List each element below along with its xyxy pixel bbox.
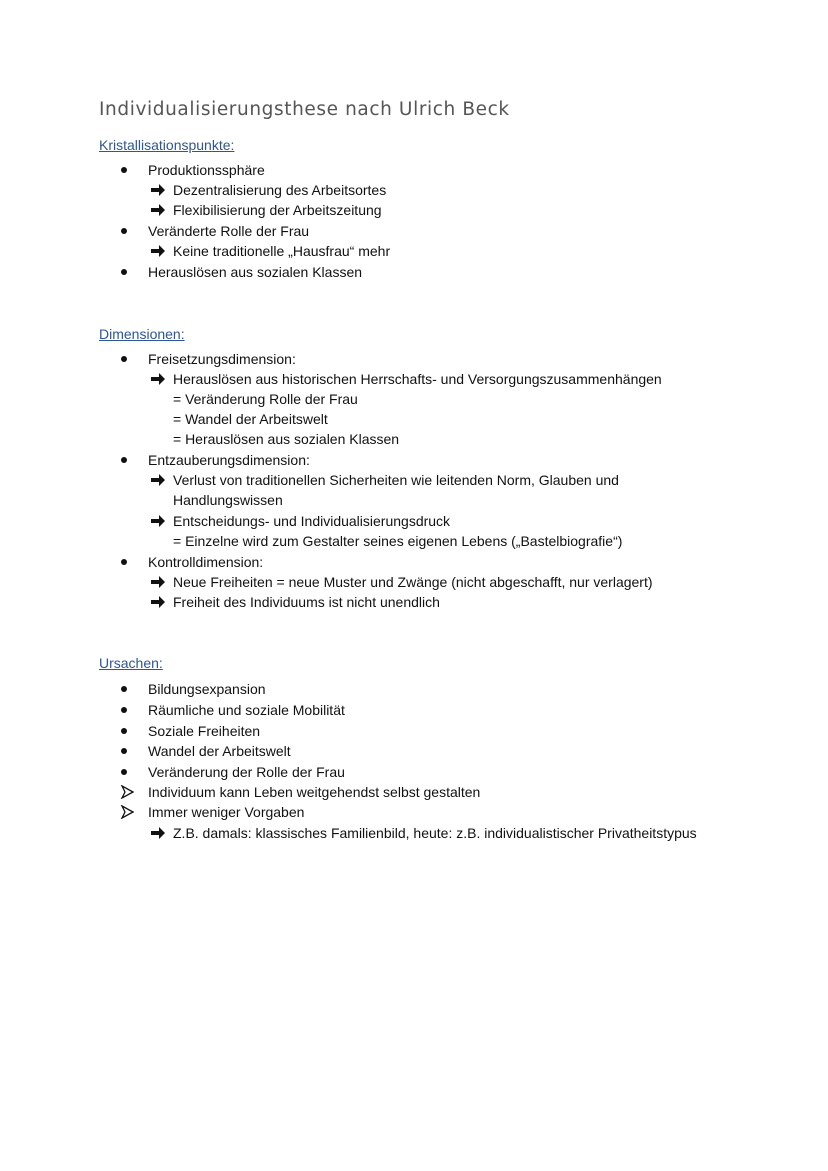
bullet-dot-icon <box>121 748 127 754</box>
list-sub-item: Entscheidungs- und Individualisierungsdruck <box>173 513 451 529</box>
list-sub-item: Flexibilisierung der Arbeitszeitung <box>173 202 382 218</box>
list-item: Entzauberungsdimension: <box>148 452 310 468</box>
bullet-dot-icon <box>121 559 127 565</box>
section-heading-kristallisationspunkte: Kristallisationspunkte: <box>99 137 235 153</box>
list-item: Individuum kann Leben weitgehendst selbst gestalten <box>148 784 481 800</box>
list-sub-item-continuation: = Wandel der Arbeitswelt <box>173 411 328 427</box>
list-item: Räumliche und soziale Mobilität <box>148 702 345 718</box>
bullet-dot-icon <box>121 707 127 713</box>
page-title: Individualisierungsthese nach Ulrich Beck <box>99 99 510 120</box>
list-item: Veränderte Rolle der Frau <box>148 223 310 239</box>
right-arrow-icon <box>150 473 166 487</box>
right-arrow-icon <box>150 595 166 609</box>
list-item: Kontrolldimension: <box>148 554 264 570</box>
right-arrow-icon <box>150 183 166 197</box>
list-sub-item: Keine traditionelle „Hausfrau“ mehr <box>173 243 391 259</box>
list-sub-item: Neue Freiheiten = neue Muster und Zwänge (nicht abgeschafft, nur verlagert) <box>173 574 653 590</box>
chevron-right-icon <box>120 805 134 819</box>
bullet-dot-icon <box>121 228 127 234</box>
list-item: Immer weniger Vorgaben <box>148 804 305 820</box>
bullet-dot-icon <box>121 728 127 734</box>
list-item: Produktionssphäre <box>148 162 265 178</box>
bullet-dot-icon <box>121 269 127 275</box>
list-sub-item: Dezentralisierung des Arbeitsortes <box>173 182 387 198</box>
list-sub-item-continuation: = Herauslösen aus sozialen Klassen <box>173 431 400 447</box>
list-item: Soziale Freiheiten <box>148 723 261 739</box>
list-sub-item: Verlust von traditionellen Sicherheiten wie leitenden Norm, Glauben und <box>173 472 619 488</box>
section-heading-ursachen: Ursachen: <box>99 655 163 671</box>
list-sub-item-continuation: = Veränderung Rolle der Frau <box>173 391 358 407</box>
bullet-dot-icon <box>121 167 127 173</box>
list-item: Freisetzungsdimension: <box>148 351 296 367</box>
list-item: Bildungsexpansion <box>148 681 266 697</box>
right-arrow-icon <box>150 575 166 589</box>
list-sub-item-continuation: Handlungswissen <box>173 492 283 508</box>
list-sub-item: Z.B. damals: klassisches Familienbild, heute: z.B. individualistischer Privatheitstypus <box>173 825 697 841</box>
right-arrow-icon <box>150 203 166 217</box>
list-sub-item: Freiheit des Individuums ist nicht unendlich <box>173 594 440 610</box>
list-sub-item: Herauslösen aus historischen Herrschafts- und Versorgungszusammenhängen <box>173 371 662 387</box>
right-arrow-icon <box>150 372 166 386</box>
right-arrow-icon <box>150 244 166 258</box>
bullet-dot-icon <box>121 356 127 362</box>
bullet-dot-icon <box>121 686 127 692</box>
right-arrow-icon <box>150 826 166 840</box>
chevron-right-icon <box>120 785 134 799</box>
right-arrow-icon <box>150 514 166 528</box>
list-item: Wandel der Arbeitswelt <box>148 743 291 759</box>
list-sub-item-continuation: = Einzelne wird zum Gestalter seines eigenen Lebens („Bastelbiografie“) <box>173 533 623 549</box>
section-heading-dimensionen: Dimensionen: <box>99 326 185 342</box>
bullet-dot-icon <box>121 457 127 463</box>
bullet-dot-icon <box>121 769 127 775</box>
list-item: Veränderung der Rolle der Frau <box>148 764 345 780</box>
list-item: Herauslösen aus sozialen Klassen <box>148 264 363 280</box>
